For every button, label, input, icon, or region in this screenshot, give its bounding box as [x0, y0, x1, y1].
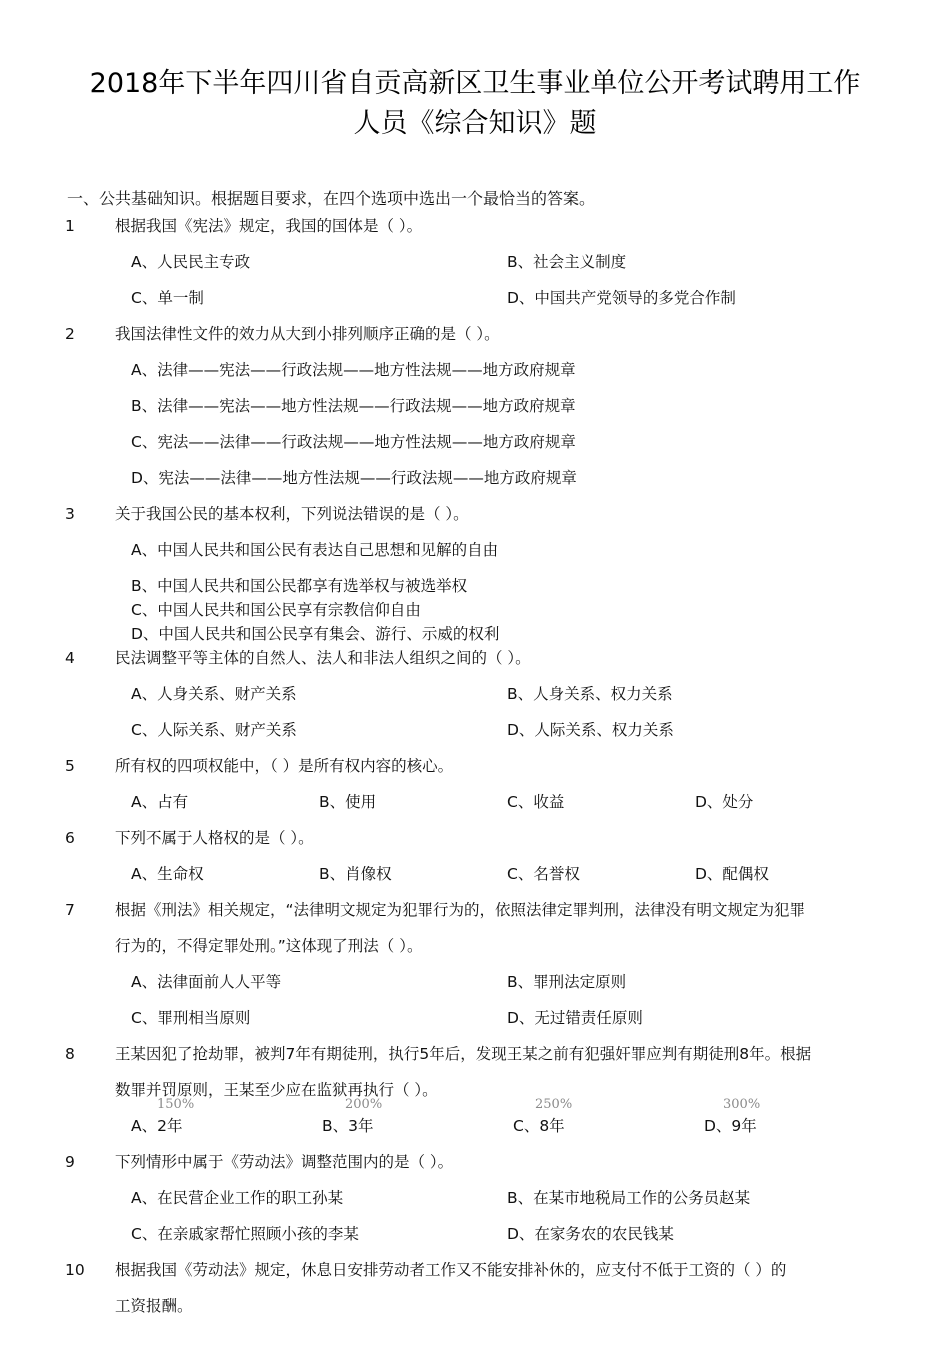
option-c: C、人际关系、财产关系	[131, 721, 297, 739]
watermark-150: 150%	[157, 1097, 195, 1112]
option-d: D、宪法——法律——地方性法规——行政法规——地方政府规章	[131, 469, 577, 487]
question-text-line-1: 根据我国《劳动法》规定，休息日安排劳动者工作又不能安排补休的，应支付不低于工资的（ ）的	[115, 1261, 787, 1279]
option-a: A、法律面前人人平等	[131, 973, 282, 991]
question-number: 7	[65, 901, 75, 919]
option-b: B、3年	[322, 1117, 374, 1135]
question-number: 9	[65, 1153, 75, 1171]
option-d: D、在家务农的农民钱某	[507, 1225, 674, 1243]
option-d: D、配偶权	[695, 865, 769, 883]
option-d: D、处分	[695, 793, 754, 811]
question-text: 根据我国《宪法》规定，我国的国体是（ ）。	[115, 217, 423, 235]
option-c: C、在亲戚家帮忙照顾小孩的李某	[131, 1225, 359, 1243]
question-number: 6	[65, 829, 75, 847]
title-line-1: 2018年下半年四川省自贡高新区卫生事业单位公开考试聘用工作	[89, 68, 861, 99]
option-a: A、2年	[131, 1117, 183, 1135]
option-c: C、中国人民共和国公民享有宗教信仰自由	[131, 601, 421, 619]
watermark-300: 300%	[723, 1097, 761, 1112]
question-text: 关于我国公民的基本权利，下列说法错误的是（ ）。	[115, 505, 469, 523]
question-text-line-1: 根据《刑法》相关规定，“法律明文规定为犯罪行为的，依照法律定罪判刑，法律没有明文规定为犯罪	[115, 901, 806, 919]
option-a: A、人民民主专政	[131, 253, 251, 271]
option-a: A、在民营企业工作的职工孙某	[131, 1189, 344, 1207]
option-c: C、宪法——法律——行政法规——地方性法规——地方政府规章	[131, 433, 576, 451]
option-b: B、法律——宪法——地方性法规——行政法规——地方政府规章	[131, 397, 576, 415]
question-number: 4	[65, 649, 75, 667]
option-b: B、罪刑法定原则	[507, 973, 627, 991]
question-text-line-2: 行为的，不得定罪处刑。”这体现了刑法（ ）。	[115, 937, 423, 955]
question-number: 8	[65, 1045, 75, 1063]
option-c: C、8年	[513, 1117, 565, 1135]
option-d: D、中国共产党领导的多党合作制	[507, 289, 736, 307]
question-text: 所有权的四项权能中，（ ）是所有权内容的核心。	[115, 757, 454, 775]
option-a: A、人身关系、财产关系	[131, 685, 297, 703]
question-number: 10	[65, 1261, 85, 1279]
option-d: D、人际关系、权力关系	[507, 721, 674, 739]
question-text: 民法调整平等主体的自然人、法人和非法人组织之间的（ ）。	[115, 649, 531, 667]
option-c: C、单一制	[131, 289, 204, 307]
option-a: A、占有	[131, 793, 189, 811]
question-number: 5	[65, 757, 75, 775]
option-b: B、在某市地税局工作的公务员赵某	[507, 1189, 751, 1207]
option-b: B、人身关系、权力关系	[507, 685, 673, 703]
option-d: D、无过错责任原则	[507, 1009, 643, 1027]
option-d: D、中国人民共和国公民享有集会、游行、示威的权利	[131, 625, 500, 643]
question-number: 1	[65, 217, 75, 235]
option-c: C、收益	[507, 793, 565, 811]
option-a: A、中国人民共和国公民有表达自己思想和见解的自由	[131, 541, 499, 559]
question-text: 我国法律性文件的效力从大到小排列顺序正确的是（ ）。	[115, 325, 500, 343]
option-c: C、名誉权	[507, 865, 580, 883]
option-c: C、罪刑相当原则	[131, 1009, 251, 1027]
question-text: 下列不属于人格权的是（ ）。	[115, 829, 314, 847]
page-title	[40, 64, 910, 144]
option-a: A、法律——宪法——行政法规——地方性法规——地方政府规章	[131, 361, 576, 379]
section-heading: 一、公共基础知识。根据题目要求，在四个选项中选出一个最恰当的答案。	[67, 189, 596, 208]
option-d: D、9年	[704, 1117, 757, 1135]
question-number: 3	[65, 505, 75, 523]
option-b: B、中国人民共和国公民都享有选举权与被选举权	[131, 577, 468, 595]
question-text-line-1: 王某因犯了抢劫罪，被判7年有期徒刑，执行5年后，发现王某之前有犯强奸罪应判有期徒刑8年。根据	[115, 1045, 812, 1063]
watermark-250: 250%	[535, 1097, 573, 1112]
title-line-2: 人员《综合知识》题	[353, 108, 597, 139]
watermark-200: 200%	[345, 1097, 383, 1112]
option-a: A、生命权	[131, 865, 204, 883]
option-b: B、社会主义制度	[507, 253, 627, 271]
question-text-line-2: 数罪并罚原则，王某至少应在监狱再执行（ ）。	[115, 1081, 438, 1099]
question-text: 下列情形中属于《劳动法》调整范围内的是（ ）。	[115, 1153, 454, 1171]
question-text-line-2: 工资报酬。	[115, 1297, 193, 1315]
question-number: 2	[65, 325, 75, 343]
option-b: B、肖像权	[319, 865, 392, 883]
option-b: B、使用	[319, 793, 377, 811]
